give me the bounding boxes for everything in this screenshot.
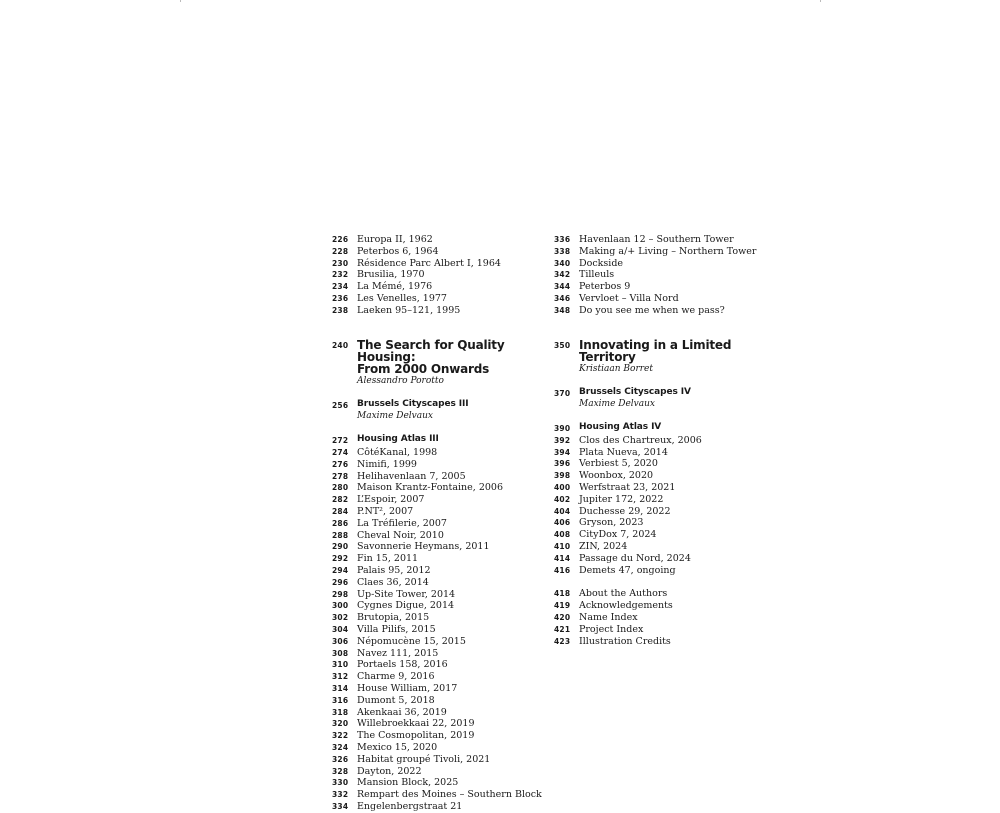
subsection-page-number: 370 [554, 388, 571, 398]
toc-page-number: 336 [554, 235, 571, 244]
section-page-number: 350 [554, 340, 571, 350]
toc-page-number: 310 [332, 660, 349, 670]
toc-entry [554, 258, 754, 270]
subsection-title: Housing Atlas IV [579, 421, 662, 432]
toc-entry-title: Peterbos 9 [579, 281, 631, 293]
toc-page-number: 404 [554, 506, 571, 516]
toc-entry-title: Villa Pilifs, 2015 [357, 623, 436, 635]
toc-entry-title: Résidence Parc Albert I, 1964 [357, 257, 501, 269]
toc-entry-title: Claes 36, 2014 [357, 576, 429, 588]
toc-entry [332, 766, 532, 778]
toc-entry [332, 506, 532, 518]
toc-entry-title: Havenlaan 12 – Southern Tower [579, 234, 734, 245]
section-author: Kristiaan Borret [579, 363, 653, 374]
toc-entry [554, 612, 754, 624]
toc-entry [332, 518, 532, 530]
toc-entry-title: Brusilia, 1970 [357, 269, 425, 281]
toc-page-number: 312 [332, 672, 349, 682]
toc-page-number: 292 [332, 554, 349, 564]
toc-entry-title: La Mémé, 1976 [357, 281, 433, 293]
toc-entry-title: Dockside [579, 257, 624, 269]
toc-entry [332, 541, 532, 553]
toc-entry-title: House William, 2017 [357, 682, 458, 694]
toc-entry-title: Up-Site Tower, 2014 [357, 588, 456, 600]
toc-page-number: 282 [332, 495, 349, 505]
toc-entry [332, 612, 532, 624]
toc-entry-title: Palais 95, 2012 [357, 564, 431, 576]
toc-entry [332, 234, 532, 246]
toc-entry-title: Népomucène 15, 2015 [357, 635, 466, 647]
toc-entry-title: Maison Krantz-Fontaine, 2006 [357, 482, 504, 494]
toc-entry [554, 636, 754, 648]
toc-page-number: 314 [332, 683, 349, 693]
toc-section [554, 339, 754, 375]
toc-list [332, 234, 532, 317]
toc-page-number: 300 [332, 601, 349, 611]
toc-entry [554, 506, 754, 518]
toc-entry [332, 293, 532, 305]
toc-entry [554, 281, 754, 293]
spacer [332, 317, 532, 339]
subsection-page-number: 272 [332, 435, 349, 445]
toc-entry-title: Illustration Credits [579, 635, 671, 647]
toc-entry-title: L’Espoir, 2007 [357, 494, 425, 506]
toc-page-number: 294 [332, 565, 349, 575]
toc-entry-title: Charme 9, 2016 [357, 671, 435, 683]
toc-page-number: 226 [332, 235, 349, 244]
toc-entry [554, 293, 754, 305]
toc-page-number: 338 [554, 246, 571, 256]
toc-page-number: 423 [554, 636, 571, 646]
toc-entry [554, 305, 754, 317]
toc-page-number: 421 [554, 624, 571, 634]
toc-entry [332, 305, 532, 317]
subsection-author: Maxime Delvaux [579, 398, 655, 409]
toc-entry-title: Making a/+ Living – Northern Tower [579, 245, 757, 257]
toc-entry [332, 471, 532, 483]
toc-entry [332, 589, 532, 601]
toc-page-number: 286 [332, 518, 349, 528]
toc-entry [332, 636, 532, 648]
toc-entry [332, 281, 532, 293]
toc-entry-title: Woonbox, 2020 [579, 470, 654, 482]
toc-page-number: 274 [332, 447, 349, 457]
toc-entry [554, 494, 754, 506]
subsection-title: Brussels Cityscapes IV [579, 386, 691, 397]
toc-entry [332, 659, 532, 671]
spacer [554, 317, 754, 339]
toc-entry [554, 245, 757, 258]
toc-entry [332, 246, 532, 258]
toc-entry-title: Werfstraat 23, 2021 [579, 481, 676, 493]
toc-page-number: 280 [332, 483, 349, 493]
toc-page-number: 342 [554, 270, 571, 280]
toc-entry-title: Fin 15, 2011 [357, 553, 419, 565]
section-title-line: The Search for Quality Housing: [357, 337, 505, 364]
toc-entry [554, 470, 754, 482]
toc-entry [332, 258, 532, 270]
toc-page-number: 302 [332, 613, 349, 623]
toc-entry [332, 683, 532, 695]
toc-page-number: 344 [554, 282, 571, 292]
toc-entry [554, 435, 754, 447]
toc-page-number: 334 [332, 801, 349, 811]
toc-entry [554, 529, 754, 541]
toc-entry-title: Plata Nueva, 2014 [579, 446, 668, 458]
toc-page-number: 238 [332, 305, 349, 315]
toc-page-number: 316 [332, 695, 349, 705]
toc-entry-title: Laeken 95–121, 1995 [357, 304, 461, 316]
toc-entry [554, 482, 754, 494]
toc-entry [332, 269, 532, 281]
spacer [554, 410, 754, 422]
section-author: Alessandro Porotto [357, 376, 444, 387]
toc-entry-title: Nimifi, 1999 [357, 458, 417, 470]
toc-entry-title: Do you see me when we pass? [579, 304, 725, 316]
toc-entry-title: P.NT², 2007 [357, 505, 414, 517]
toc-entry [332, 648, 532, 660]
toc-list [554, 435, 754, 577]
toc-page-number: 330 [332, 778, 349, 788]
toc-page-number: 402 [554, 494, 571, 504]
toc-subsection [332, 434, 532, 447]
toc-page-number: 318 [332, 707, 349, 717]
section-title-line: Territory [579, 349, 636, 364]
toc-column-left [332, 234, 542, 813]
toc-entry [332, 447, 532, 459]
toc-entry [332, 553, 532, 565]
toc-entry-title: Helihavenlaan 7, 2005 [357, 470, 466, 482]
toc-entry-title: Verbiest 5, 2020 [579, 458, 658, 470]
toc-entry-title: Portaels 158, 2016 [357, 659, 448, 671]
toc-entry [554, 269, 754, 281]
toc-page-number: 346 [554, 293, 571, 303]
toc-entry-title: Tilleuls [579, 269, 615, 281]
toc-page-number: 320 [332, 719, 349, 729]
toc-page-number: 234 [332, 282, 349, 292]
toc-page-number: 406 [554, 518, 571, 528]
toc-page-number: 410 [554, 541, 571, 551]
toc-page-number: 394 [554, 447, 571, 457]
toc-section [332, 339, 532, 388]
toc-entry [332, 742, 532, 754]
toc-page-number: 332 [332, 790, 349, 800]
toc-entry [332, 718, 532, 730]
toc-page-number: 232 [332, 270, 349, 280]
toc-entry [332, 565, 532, 577]
toc-entry-title: CôtéKanal, 1998 [357, 446, 438, 458]
toc-entry-title: Habitat groupé Tivoli, 2021 [357, 753, 491, 765]
toc-entry-title: Jupiter 172, 2022 [579, 493, 664, 505]
toc-entry [332, 459, 532, 471]
toc-entry [332, 577, 532, 589]
toc-page-number: 414 [554, 553, 571, 563]
toc-entry [332, 754, 532, 766]
toc-subsection [332, 399, 532, 422]
section-page-number: 240 [332, 340, 349, 350]
toc-entry-title: Name Index [579, 611, 638, 623]
toc-page-number: 306 [332, 636, 349, 646]
toc-page-number: 420 [554, 612, 571, 622]
toc-entry [332, 801, 532, 813]
toc-list [332, 446, 542, 813]
toc-entry-title: Cheval Noir, 2010 [357, 529, 444, 541]
subsection-author: Maxime Delvaux [357, 410, 433, 421]
toc-entry-title: Savonnerie Heymans, 2011 [357, 541, 490, 553]
toc-entry [554, 553, 754, 565]
toc-entry-title: The Cosmopolitan, 2019 [357, 730, 475, 742]
toc-page-number: 298 [332, 589, 349, 599]
toc-page-number: 340 [554, 258, 571, 268]
toc-subsection [554, 422, 754, 435]
toc-subsection [554, 387, 754, 410]
toc-page-number: 418 [554, 589, 571, 599]
toc-entry-title: Europa II, 1962 [357, 234, 433, 245]
toc-entry [332, 671, 532, 683]
subsection-title: Housing Atlas III [357, 433, 439, 444]
toc-page-number: 284 [332, 506, 349, 516]
toc-entry [554, 234, 754, 246]
toc-entry-title: Clos des Chartreux, 2006 [579, 434, 702, 446]
toc-page-number: 278 [332, 471, 349, 481]
subsection-page-number: 256 [332, 401, 349, 411]
toc-page-number: 419 [554, 601, 571, 611]
toc-page-number: 236 [332, 293, 349, 303]
toc-page-number: 416 [554, 565, 571, 575]
toc-entry-title: Peterbos 6, 1964 [357, 245, 439, 257]
toc-entry [554, 447, 754, 459]
toc-entry-title: ZIN, 2024 [579, 540, 628, 552]
toc-entry-title: CityDox 7, 2024 [579, 529, 657, 541]
toc-entry [554, 588, 754, 600]
toc-page-number: 304 [332, 624, 349, 634]
toc-entry-title: Dayton, 2022 [357, 765, 422, 777]
toc-entry-title: Mexico 15, 2020 [357, 741, 438, 753]
toc-entry [554, 541, 754, 553]
toc-page-number: 228 [332, 246, 349, 256]
section-title-line: Innovating in a Limited [579, 337, 732, 352]
toc-entry [332, 789, 542, 801]
toc-entry-title: Passage du Nord, 2024 [579, 552, 691, 564]
toc-page-number: 326 [332, 754, 349, 764]
toc-page-number: 322 [332, 731, 349, 741]
toc-page-number: 348 [554, 305, 571, 315]
toc-entry-title: About the Authors [579, 588, 668, 600]
toc-page-number: 400 [554, 482, 571, 492]
toc-entry [332, 730, 532, 742]
toc-entry [332, 530, 532, 542]
toc-page-number: 276 [332, 459, 349, 469]
toc-entry-title: Duchesse 29, 2022 [579, 505, 671, 517]
toc-entry-title: Akenkaai 36, 2019 [357, 706, 447, 718]
toc-entry-title: Cygnes Digue, 2014 [357, 600, 455, 612]
toc-page-number: 324 [332, 742, 349, 752]
toc-entry [332, 494, 532, 506]
toc-page-number: 392 [554, 435, 571, 445]
toc-entry [332, 624, 532, 636]
toc-page-number: 398 [554, 471, 571, 481]
toc-entry-title: Engelenbergstraat 21 [357, 800, 463, 812]
toc-entry-title: Demets 47, ongoing [579, 564, 676, 576]
toc-entry-title: Navez 111, 2015 [357, 647, 439, 659]
toc-entry [332, 695, 532, 707]
subsection-title: Brussels Cityscapes III [357, 399, 469, 410]
toc-entry [554, 600, 754, 612]
toc-page-number: 290 [332, 542, 349, 552]
spacer [554, 375, 754, 387]
toc-entry [554, 565, 754, 577]
toc-entry-title: Acknowledgements [579, 600, 673, 612]
toc-entry-title: Vervloet – Villa Nord [579, 292, 679, 304]
toc-page-number: 230 [332, 258, 349, 268]
toc-entry-title: Les Venelles, 1977 [357, 292, 447, 304]
toc-entry-title: Rempart des Moines – Southern Block [357, 789, 542, 801]
spacer [332, 387, 532, 399]
spacer [554, 576, 754, 588]
toc-entry [554, 517, 754, 529]
toc-entry-title: Willebroekkaai 22, 2019 [357, 718, 475, 730]
toc-page-number: 408 [554, 530, 571, 540]
subsection-page-number: 390 [554, 423, 571, 433]
toc-entry [332, 600, 532, 612]
toc-entry-title: Mansion Block, 2025 [357, 777, 459, 789]
toc-page-number: 396 [554, 459, 571, 469]
spacer [332, 422, 532, 434]
toc-entry [554, 458, 754, 470]
toc-entry-title: Brutopia, 2015 [357, 612, 430, 624]
toc-entry-title: La Tréfilerie, 2007 [357, 517, 447, 529]
toc-column-right [554, 234, 757, 647]
toc-page-number: 296 [332, 577, 349, 587]
crop-mark-left [180, 0, 181, 2]
toc-page-number: 288 [332, 530, 349, 540]
toc-entry-title: Dumont 5, 2018 [357, 694, 435, 706]
toc-entry [332, 777, 532, 789]
toc-list [554, 234, 757, 317]
crop-mark-right [820, 0, 821, 2]
toc-entry [554, 624, 754, 636]
section-title-line: From 2000 Onwards [357, 361, 490, 376]
toc-page-number: 308 [332, 648, 349, 658]
toc-entry-title: Project Index [579, 623, 644, 635]
toc-page-number: 328 [332, 766, 349, 776]
toc-list [554, 588, 754, 647]
toc-entry [332, 482, 532, 494]
toc-entry-title: Gryson, 2023 [579, 517, 644, 529]
toc-entry [332, 707, 532, 719]
